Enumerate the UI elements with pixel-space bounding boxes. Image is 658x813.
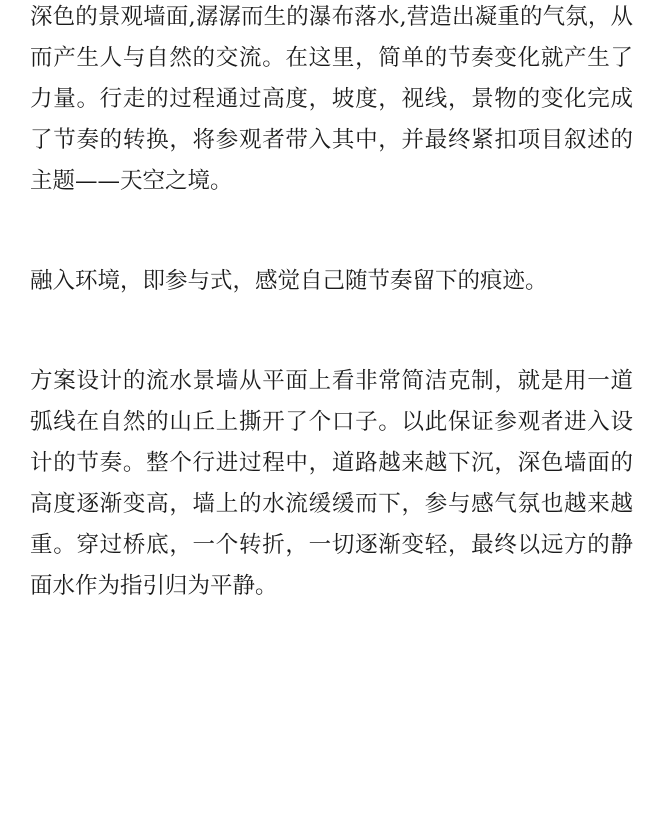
paragraph-1: 深色的景观墙面,潺潺而生的瀑布落水,营造出凝重的气氛，从而产生人与自然的交流。在这里，简单的节奏变化就产生了力量。行走的过程通过高度，坡度，视线，景物的变化完成了节奏的转换，将参观者带入其中，并最终紧扣项目叙述的主题——天空之境。: [30, 4, 633, 194]
article-body: [30, 0, 633, 607]
paragraph-2: 融入环境，即参与式，感觉自己随节奏留下的痕迹。: [30, 268, 548, 294]
paragraph-3: 方案设计的流水景墙从平面上看非常简洁克制，就是用一道弧线在自然的山丘上撕开了个口子。以此保证参观者进入设计的节奏。整个行进过程中，道路越来越下沉，深色墙面的高度逐渐变高，墙上的水流缓缓而下，参与感气氛也越来越重。穿过桥底，一个转折，一切逐渐变轻，最终以远方的静面水作为指引归为平静。: [30, 368, 633, 599]
